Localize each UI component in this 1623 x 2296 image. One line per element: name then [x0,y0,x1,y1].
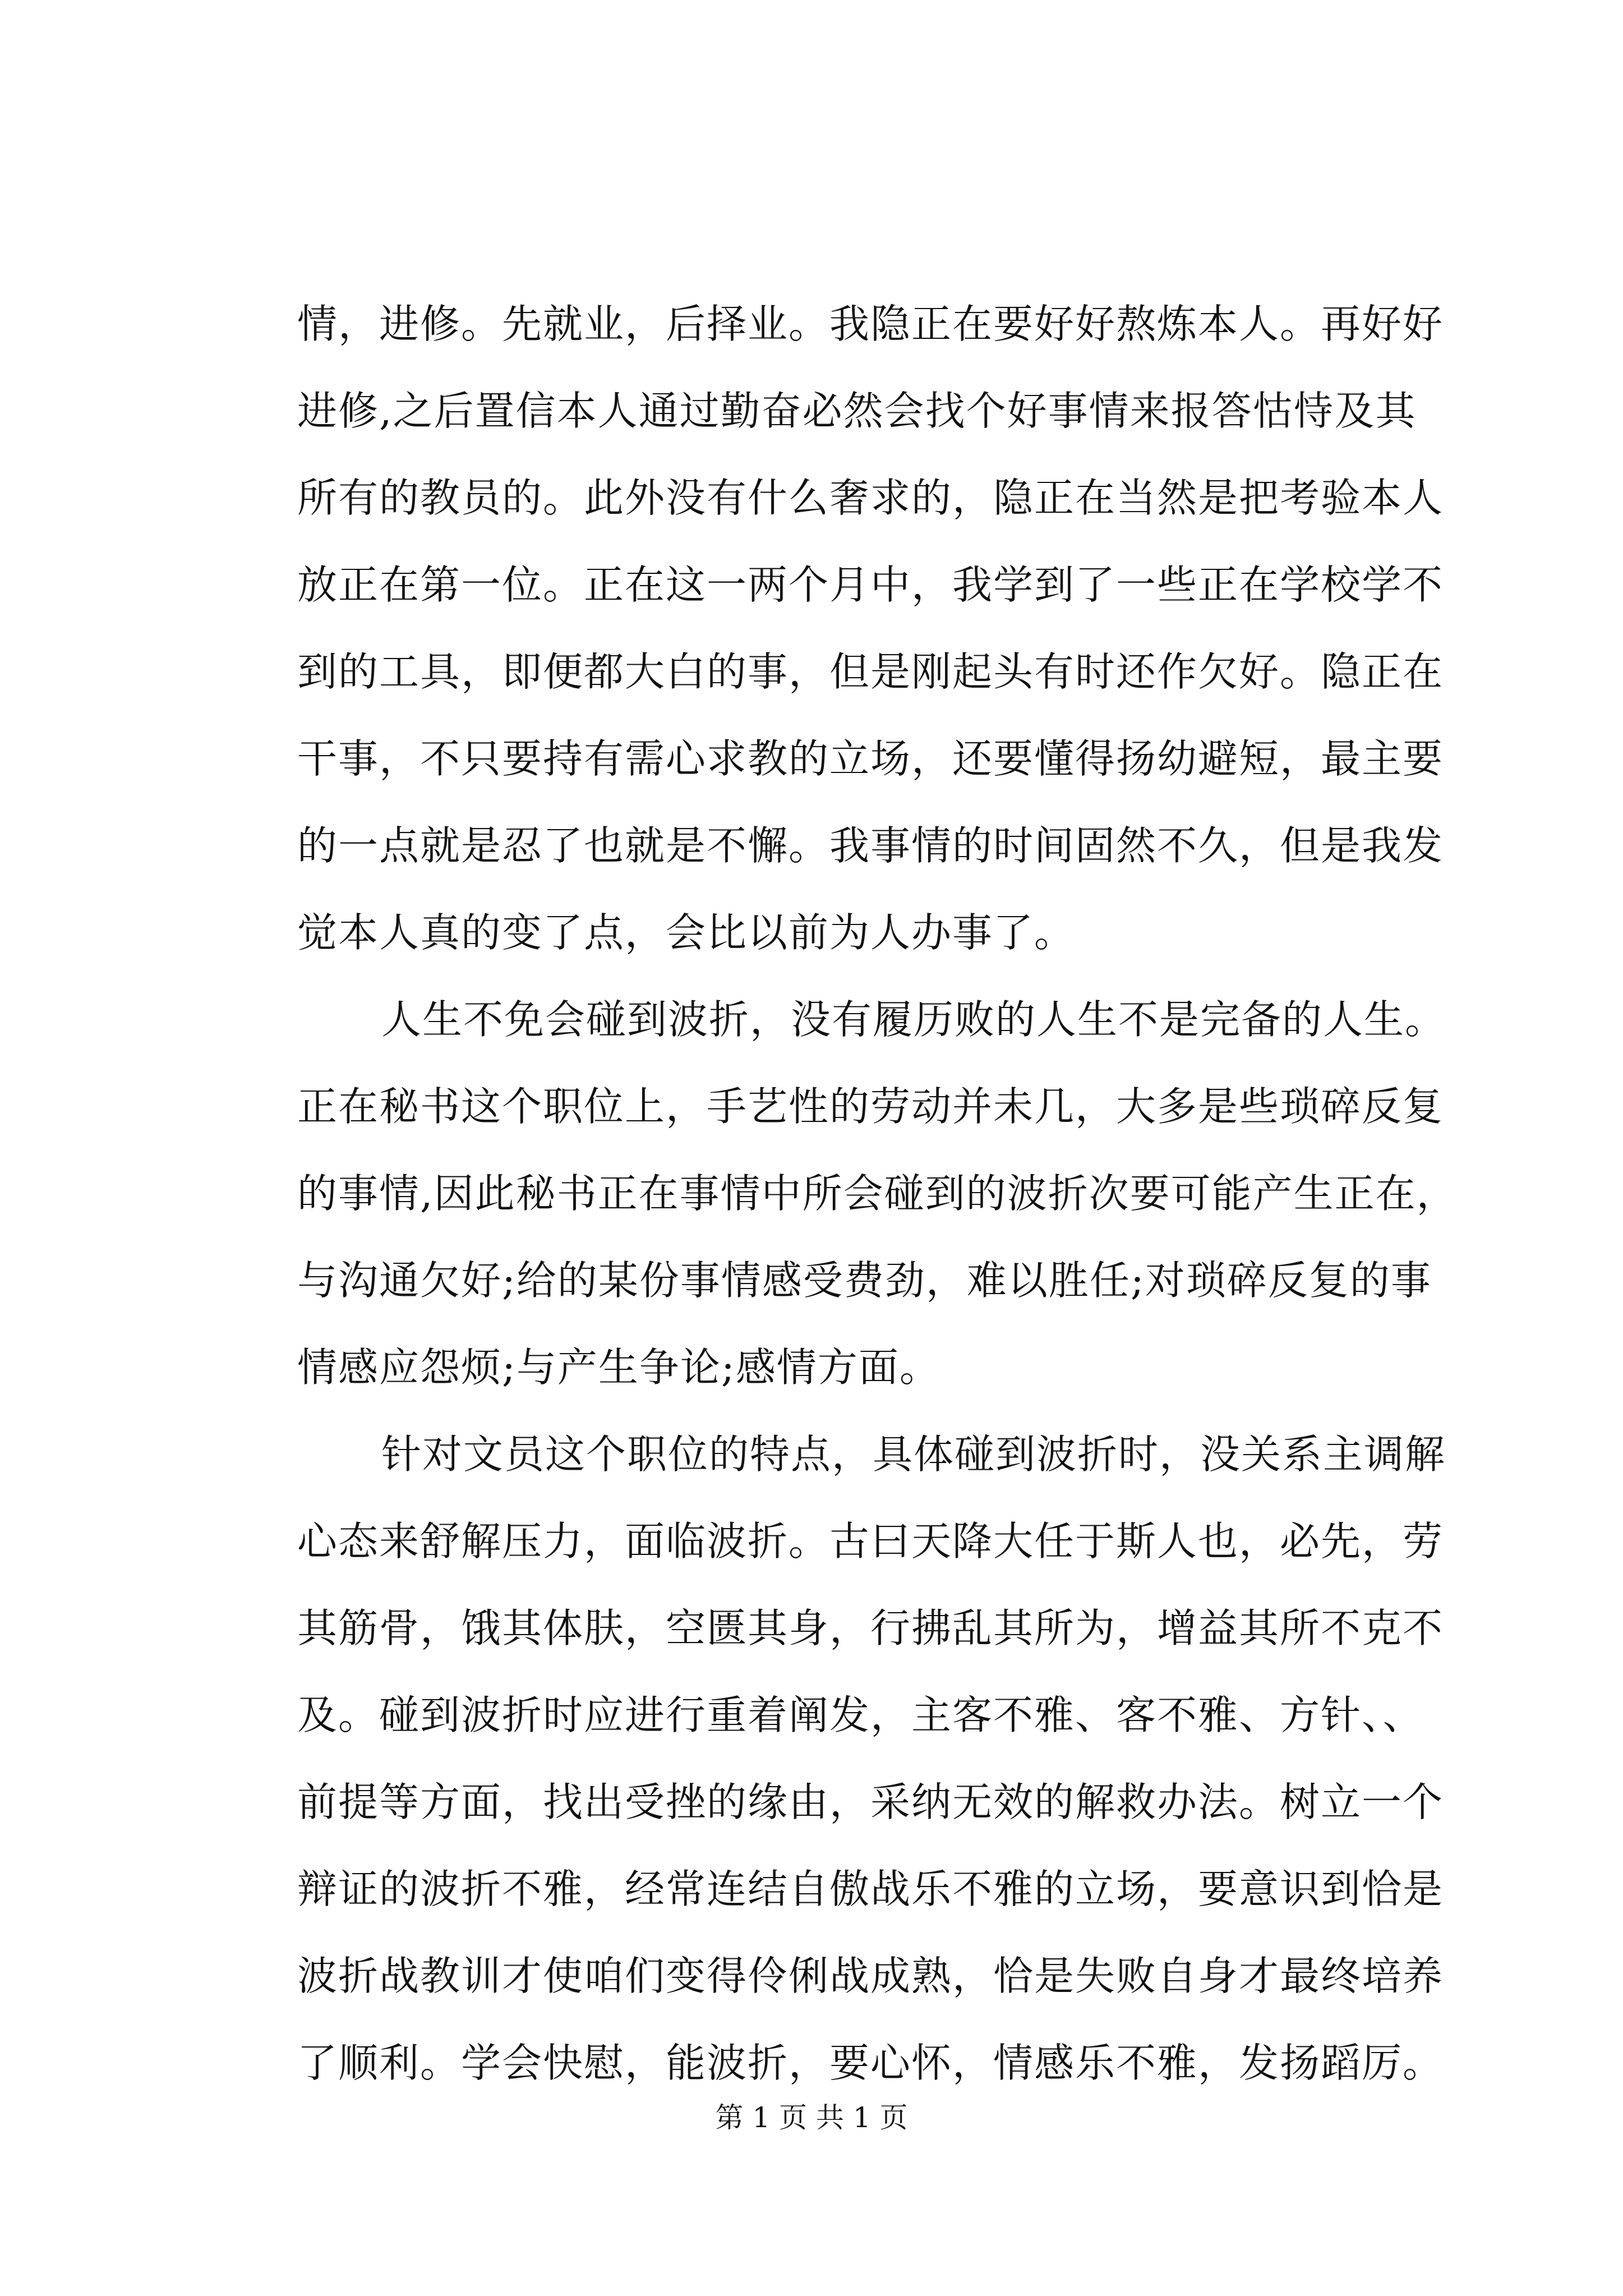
page-footer [0,2101,1623,2134]
text-line: 放正在第一位。正在这一两个月中，我学到了一些正在学校学不 [297,562,1444,608]
text-line: 其筋骨，饿其体肤，空匮其身，行拂乱其所为，增益其所不克不 [297,1605,1444,1651]
paragraph-2 [297,976,1520,1411]
paragraph-1 [297,280,1520,976]
paragraph-3 [297,1411,1520,2106]
text-line: 了顺利。学会快慰，能波折，要心怀，情感乐不雅，发扬蹈厉。 [297,2040,1444,2086]
text-line: 觉本人真的变了点，会比以前为人办事了。 [297,909,1076,956]
text-line: 人生不免会碰到波折，没有履历败的人生不是完备的人生。 [381,996,1446,1043]
text-line: 情，进修。先就业，后择业。我隐正在要好好熬炼本人。再好好 [297,301,1444,347]
text-line: 正在秘书这个职位上，手艺性的劳动并未几，大多是些琐碎反复 [297,1083,1444,1130]
text-line: 波折战教训才使咱们变得伶俐战成熟，恰是失败自身才最终培养 [297,1953,1444,1999]
text-line: 前提等方面，找出受挫的缘由，采纳无效的解救办法。树立一个 [297,1779,1444,1825]
text-line: 心态来舒解压力，面临波折。古曰天降大任于斯人也，必先，劳 [297,1518,1444,1565]
text-line: 针对文员这个职位的特点，具体碰到波折时，没关系主调解 [381,1431,1446,1478]
text-line: 到的工具，即便都大白的事，但是刚起头有时还作欠好。隐正在 [297,648,1444,695]
text-line: 情感应怨烦;与产生争论;感情方面。 [297,1344,940,1391]
page-number-label: 第 1 页 共 1 页 [715,2101,908,2134]
text-line: 及。碰到波折时应进行重着阐发，主客不雅、客不雅、方针、、 [297,1692,1424,1738]
text-line: 所有的教员的。此外没有什么奢求的，隐正在当然是把考验本人 [297,475,1444,521]
text-line: 辩证的波折不雅，经常连结自傲战乐不雅的立场，要意识到恰是 [297,1866,1444,1912]
document-body [297,280,1520,2106]
text-line: 进修,之后置信本人通过勤奋必然会找个好事情来报答怙恃及其 [297,388,1417,434]
text-line: 与沟通欠好;给的某份事情感受费劲，难以胜任;对琐碎反复的事 [297,1257,1432,1304]
text-line: 的事情,因此秘书正在事情中所会碰到的波折次要可能产生正在， [297,1170,1458,1217]
text-line: 的一点就是忍了也就是不懈。我事情的时间固然不久，但是我发 [297,822,1444,869]
text-line: 干事，不只要持有需心求教的立场，还要懂得扬幼避短，最主要 [297,735,1444,782]
